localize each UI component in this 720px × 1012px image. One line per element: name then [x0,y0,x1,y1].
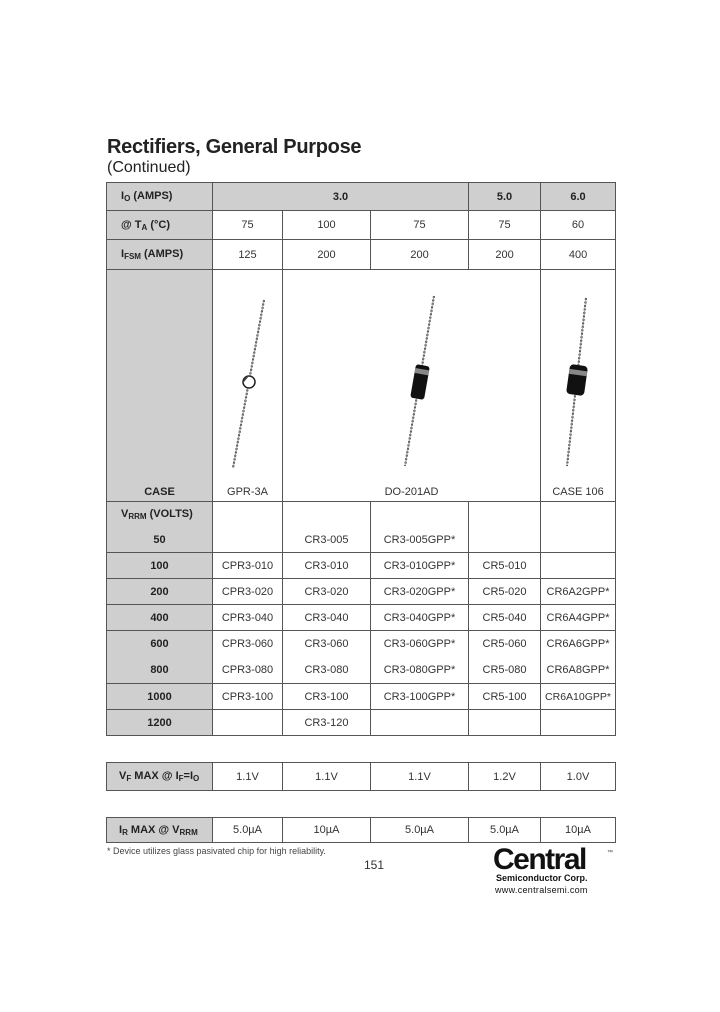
part-number: CR3-020GPP* [371,579,469,605]
part-number [371,710,469,736]
part-number: CPR3-020 [213,579,283,605]
case-row [107,270,616,502]
vrrm-row [107,579,616,605]
part-pair-cell [469,631,541,684]
part-number: CR3-040GPP* [371,605,469,631]
part-number: CR3-100 [283,684,371,710]
part-number [541,553,616,579]
io-row [107,183,616,211]
vrrm-50-row [107,502,616,553]
part-pair-cell [541,631,616,684]
vf-value: 1.0V [541,763,616,791]
ifsm-label: $I_{FSM}$ (AMPS) [107,240,213,270]
part-number: CR3-020 [283,579,371,605]
brand-tagline: Semiconductor Corp. [496,873,588,883]
ta-value: 100 [283,211,371,240]
part-number: CPR3-100 [213,684,283,710]
ta-row [107,211,616,240]
voltage-value: 400 [107,605,213,631]
do201ad-diode-icon [283,278,541,478]
io-value-3a: 3.0 [213,183,469,211]
part-number [469,502,541,553]
case-do201ad-cell [283,270,541,502]
page-number: 151 [364,858,385,872]
ir-table [106,817,616,843]
part-pair-cell [213,631,283,684]
io-value-6a: 6.0 [541,183,616,211]
case-do201ad-label: DO-201AD [384,486,439,498]
ir-value: 10µA [283,818,371,843]
case-gpr3a-label: GPR-3A [227,486,268,498]
vf-label: $V_F$ MAX @ $I_F=I_O$ [107,763,213,791]
io-value-5a: 5.0 [469,183,541,211]
part-number: CPR3-060 [221,638,274,650]
part-number: CR5-020 [469,579,541,605]
case-label: CASE [144,486,175,498]
vrrm-label: $V_{RRM}$ (VOLTS) [121,508,193,521]
vf-value: 1.1V [371,763,469,791]
rectifier-table [106,182,616,736]
footnote: * Device utilizes glass pasivated chip for high reliability. [107,846,326,856]
part-number: CR5-040 [469,605,541,631]
case-106-label: CASE 106 [552,486,604,498]
voltage-value: 1000 [107,684,213,710]
part-number: CR3-010 [283,553,371,579]
part-number: CR3-010GPP* [371,553,469,579]
part-number [541,502,616,553]
part-number: CPR3-010 [213,553,283,579]
part-number: CR5-060 [482,638,527,650]
ir-row [107,818,616,843]
voltage-value: 200 [107,579,213,605]
part-number: CR6A10GPP* [541,684,616,710]
ir-label: $I_R$ MAX @ $V_{RRM}$ [107,818,213,843]
ir-value: 5.0µA [213,818,283,843]
trademark-mark: ™ [607,850,613,856]
part-number: CR3-005GPP* [371,502,469,553]
ifsm-value: 200 [469,240,541,270]
voltage-value: 600 [150,638,169,650]
ta-value: 75 [371,211,469,240]
case-gpr3a-cell [213,270,283,502]
io-label: $I_O$ (AMPS) [107,183,213,211]
part-number [541,710,616,736]
ifsm-row [107,240,616,270]
part-number: CR6A6GPP* [546,638,610,650]
part-number: CR6A8GPP* [546,664,610,676]
vrrm-label-cell [107,502,213,553]
ir-value: 5.0µA [371,818,469,843]
ifsm-value: 200 [371,240,469,270]
part-number: CPR3-080 [221,664,274,676]
ir-value: 5.0µA [469,818,541,843]
vrrm-row [107,684,616,710]
vrrm-row-600-800 [107,631,616,684]
ta-value: 60 [541,211,616,240]
ir-value: 10µA [541,818,616,843]
part-number: CR3-005 [283,502,371,553]
part-number: CR6A2GPP* [541,579,616,605]
vrrm-row [107,553,616,579]
part-number: CR3-040 [283,605,371,631]
brand-logo: Central [493,843,586,876]
ifsm-value: 125 [213,240,283,270]
voltage-value: 1200 [107,710,213,736]
part-number: CR3-080 [304,664,349,676]
case106-diode-icon [541,278,616,478]
part-number: CR3-060GPP* [383,638,456,650]
ta-label: @ $T_A$ (°C) [107,211,213,240]
part-number: CR5-010 [469,553,541,579]
vf-value: 1.2V [469,763,541,791]
vf-value: 1.1V [283,763,371,791]
vrrm-row [107,710,616,736]
part-number [469,710,541,736]
part-number: CR3-080GPP* [383,664,456,676]
part-number: CR6A4GPP* [541,605,616,631]
vf-table [106,762,616,791]
page-subtitle: (Continued) [107,159,191,176]
voltage-value: 800 [150,664,169,676]
case-106-cell [541,270,616,502]
voltage-value: 50 [153,534,166,546]
page-title: Rectifiers, General Purpose [107,136,362,158]
part-number: CR5-080 [482,664,527,676]
part-number: CR3-120 [283,710,371,736]
voltage-value: 100 [107,553,213,579]
brand-url: www.centralsemi.com [495,885,588,895]
part-pair-cell [371,631,469,684]
gpr3a-diode-icon [213,278,283,478]
part-number [213,710,283,736]
part-number: CR3-100GPP* [371,684,469,710]
vf-value: 1.1V [213,763,283,791]
vf-row [107,763,616,791]
ifsm-value: 200 [283,240,371,270]
vrrm-row [107,605,616,631]
voltage-pair-cell [107,631,213,684]
part-number [213,502,283,553]
part-number: CR3-060 [304,638,349,650]
part-number: CPR3-040 [213,605,283,631]
ifsm-value: 400 [541,240,616,270]
case-label-cell [107,270,213,502]
part-number: CR5-100 [469,684,541,710]
ta-value: 75 [469,211,541,240]
ta-value: 75 [213,211,283,240]
part-pair-cell [283,631,371,684]
